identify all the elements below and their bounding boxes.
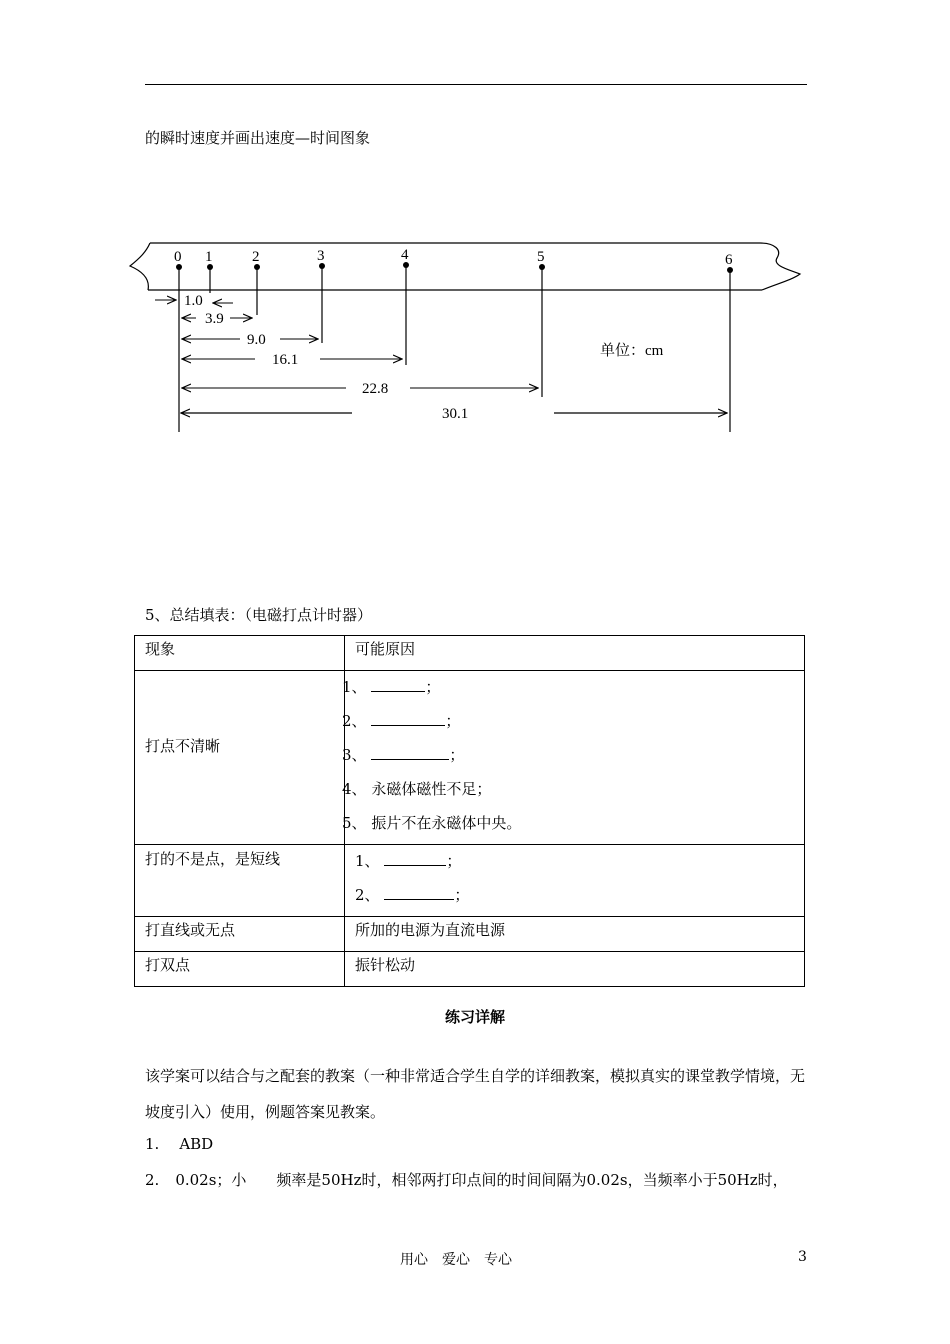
header-phenomenon: 现象 [135, 636, 345, 671]
tape-point-label: 0 [174, 249, 182, 265]
table-row [135, 917, 805, 952]
phenomenon-cell: 打的不是点，是短线 [135, 845, 345, 917]
answer-item: 1. ABD [145, 1135, 214, 1153]
intro-line: 的瞬时速度并画出速度—时间图象 [145, 129, 371, 147]
distance-label: 1.0 [184, 293, 203, 309]
cause-item: 1、 ； [342, 678, 441, 696]
distance-label: 22.8 [362, 381, 389, 397]
tape-top-edge [130, 243, 800, 290]
tape-point-label: 6 [725, 252, 733, 268]
distance-label: 16.1 [272, 352, 299, 368]
unit-label: 单位：cm [600, 343, 664, 359]
cause-item: 5、 振片不在永磁体中央。 [342, 814, 522, 832]
cause-item: 2、 ； [342, 712, 461, 730]
phenomenon-cell: 打双点 [135, 952, 345, 987]
table-row [135, 671, 805, 845]
answer-item: 2. 0.02s；小 频率是50Hz时，相邻两打印点间的时间间隔为0.02s，当频率小于50Hz时， [145, 1171, 788, 1189]
tape-point-label: 5 [537, 249, 545, 265]
phenomenon-cell: 打点不清晰 [135, 671, 345, 845]
cause-item: 4、 永磁体磁性不足； [342, 780, 492, 798]
tape-point-label: 2 [252, 249, 260, 265]
intro-paragraph: 该学案可以结合与之配套的教案（一种非常适合学生自学的详细教案，模拟真实的课堂教学情境，无坡度引入）使用，例题答案见教案。 [145, 1067, 806, 1121]
section5-title: 5、总结填表：（电磁打点计时器） [145, 606, 373, 624]
distance-label: 30.1 [442, 406, 469, 422]
tape-point-label: 3 [317, 248, 325, 264]
table-header-row [135, 636, 805, 671]
section-title: 练习详解 [444, 1008, 505, 1026]
distance-label: 3.9 [205, 311, 224, 327]
header-cause: 可能原因 [345, 636, 805, 671]
table-row [135, 845, 805, 917]
distance-label: 9.0 [247, 332, 266, 348]
page-number: 3 [798, 1249, 807, 1265]
cause-cell [342, 671, 805, 845]
cause-cell [345, 845, 805, 917]
table-row [135, 952, 805, 987]
cause-item: 3、 ； [342, 746, 465, 764]
phenomenon-cell: 打直线或无点 [135, 917, 345, 952]
cause-item: 2、 ； [355, 886, 470, 904]
tape-point-label: 1 [205, 249, 213, 265]
paper-tape-diagram [0, 0, 950, 600]
summary-table [134, 635, 805, 987]
cause-item: 1、 ； [355, 852, 462, 870]
tape-point-label: 4 [401, 247, 409, 263]
footer-motto: 用心 爱心 专心 [400, 1252, 512, 1268]
cause-cell: 振针松动 [345, 952, 805, 987]
cause-cell: 所加的电源为直流电源 [345, 917, 805, 952]
